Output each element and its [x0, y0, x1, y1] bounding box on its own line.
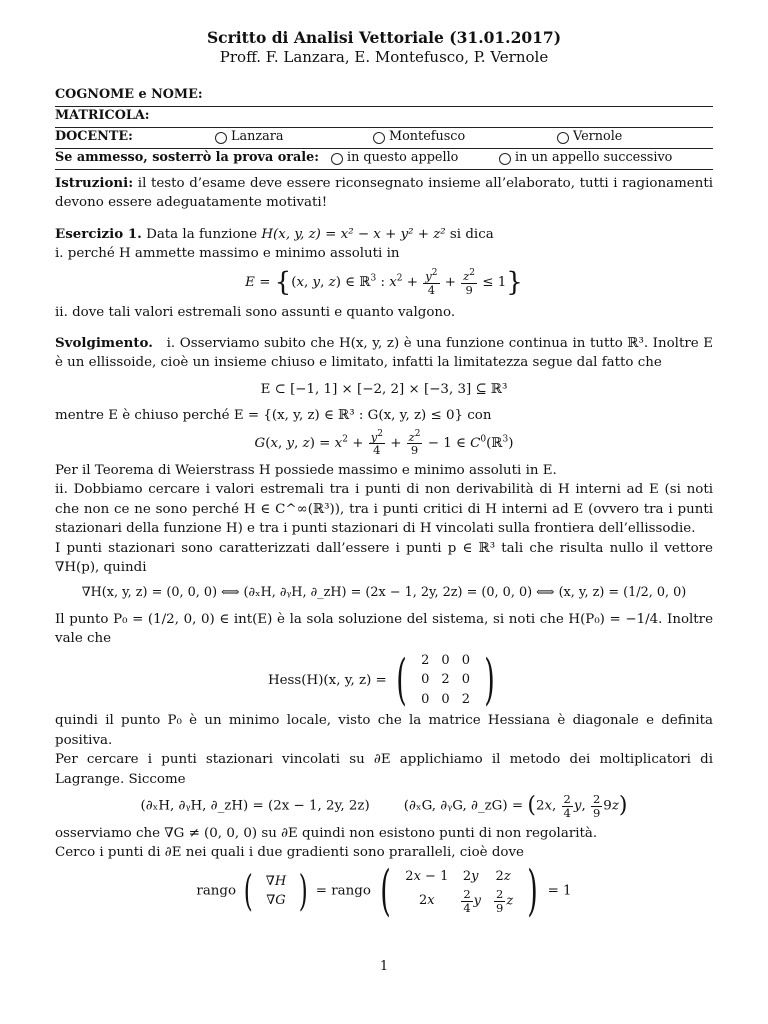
svolg-p6: Il punto P₀ = (1/2, 0, 0) ∈ int(E) è la sola soluzione del sistema, si noti che H(P₀) = −1/4. Inoltre vale che — [55, 611, 713, 647]
cognome-label: COGNOME e NOME: — [55, 87, 203, 103]
docente-option-montefusco[interactable]: Montefusco — [373, 128, 465, 147]
page-subtitle: Proff. F. Lanzara, E. Montefusco, P. Vernole — [219, 48, 549, 67]
radio-circle-icon[interactable] — [331, 153, 343, 165]
orale-label: Se ammesso, sosterrò la prova orale: — [55, 150, 319, 166]
matricola-label: MATRICOLA: — [55, 108, 150, 124]
radio-circle-icon[interactable] — [499, 153, 511, 165]
point-ii: ii. dove tali valori estremali sono assunti e quanto valgono. — [55, 304, 456, 320]
equation-gradient: ∇H(x, y, z) = (0, 0, 0) ⟺ (∂ₓH, ∂ᵧH, ∂_zH) = (2x − 1, 2y, 2z) = (0, 0, 0) ⟺ (x, y, z) = (1/2, 0, 0) — [81, 585, 687, 601]
docente-row — [55, 128, 713, 149]
radio-circle-icon[interactable] — [557, 132, 569, 144]
equation-partials: (∂ₓH, ∂ᵧH, ∂_zH) = (2x − 1, 2y, 2z) (∂ₓG, ∂ᵧG, ∂_zG) = (2x, $\frac{2}{4}$ y, $\frac{2}{9}$ 9z) — [140, 792, 628, 820]
svolg-p7: quindi il punto P₀ è un minimo locale, visto che la matrice Hessiana è diagonale e definita positiva. — [55, 713, 713, 748]
esercizio-heading: Esercizio 1. Data la funzione H(x, y, z) = x² − x + y² + z² si dica — [55, 225, 494, 242]
equation-rango: rango ( ∇H ∇G ) = rango ( 2x − 1 2y 2z 2x $\frac{2}{4}$ y $\frac{2}{9}$ z ) = 1 — [196, 859, 572, 923]
docente-option-lanzara[interactable]: Lanzara — [215, 128, 284, 147]
cognome-row — [55, 86, 713, 107]
exam-page — [55, 28, 713, 923]
equation-E: E = {(x, y, z) ∈ ℝ$^3$ : $x^2$ + $\frac{y^2}{4}$ + $\frac{z^2}{9}$ ≤ 1} — [245, 267, 523, 298]
svolg-p4: ii. Dobbiamo cercare i valori estremali tra i punti di non derivabilità di H interni ad E (si noti che non ce ne sono perché H ∈ C^∞(ℝ³)), tra i punti critici di H interni ad E (ovvero tra i punti stazionari della funzione H) e tra i punti stazionari di H vincolati sulla frontiera dell’ellissodie. — [55, 482, 713, 537]
radio-circle-icon[interactable] — [373, 132, 385, 144]
svolg-p9: osserviamo che ∇G ≠ (0, 0, 0) su ∂E quindi non esistono punti di non regolarità. — [55, 825, 598, 841]
svolg-p3: Per il Teorema di Weierstrass H possiede massimo e minimo assoluti in E. — [55, 462, 557, 478]
equation-hessian: Hess(H)(x, y, z) = ( 2 0 0 0 2 0 0 0 2 ) — [55, 651, 713, 710]
rango-components-matrix: ( 2x − 1 2y 2z 2x $\frac{2}{4}$ y $\frac{2}{9}$ z ) — [380, 859, 539, 923]
svolgimento-paragraph: Svolgimento. i. Osserviamo subito che H(x, y, z) è una funzione continua in tutto ℝ³. Inoltre E è un ellissoide, cioè un insieme chiuso e limitato, infatti la limitatezza segue dal fatto che — [55, 334, 713, 371]
hessian-matrix: ( 2 0 0 0 2 0 0 0 2 ) — [396, 648, 495, 712]
radio-circle-icon[interactable] — [215, 132, 227, 144]
docente-option-vernole[interactable]: Vernole — [557, 128, 622, 147]
rango-gradients-matrix: ( ∇H ∇G ) — [244, 866, 308, 916]
equation-inclusion: E ⊂ [−1, 1] × [−2, 2] × [−3, 3] ⊆ ℝ³ — [260, 381, 508, 397]
page-number: 1 — [379, 959, 389, 974]
istruzioni-paragraph: Istruzioni: il testo d’esame deve essere riconsegnato insieme all’elaborato, tutti i ragionamenti devono essere adeguatamente motivati! — [55, 174, 713, 211]
orale-option-questo[interactable]: in questo appello — [331, 149, 458, 168]
svolg-p2: mentre E è chiuso perché E = {(x, y, z) ∈ ℝ³ : G(x, y, z) ≤ 0} con — [55, 408, 492, 424]
orale-row — [55, 149, 713, 170]
svolg-p5: I punti stazionari sono caratterizzati dall’essere i punti p ∈ ℝ³ tali che risulta nullo il vettore ∇H(p), quindi — [55, 540, 713, 575]
page-title: Scritto di Analisi Vettoriale (31.01.2017) — [206, 28, 562, 47]
matricola-row — [55, 107, 713, 128]
orale-option-successivo[interactable]: in un appello successivo — [499, 149, 672, 168]
svolg-p8: Per cercare i punti stazionari vincolati su ∂E applichiamo il metodo dei moltiplicatori di Lagrange. Siccome — [55, 752, 713, 787]
point-i: i. perché H ammette massimo e minimo assoluti in — [55, 245, 400, 261]
svolg-p10: Cerco i punti di ∂E nei quali i due gradienti sono praralleli, cioè dove — [55, 844, 524, 860]
equation-G: G(x, y, $z) = x^2$ + $\frac{y^2}{4}$ + $\frac{z^2}{9}$ − 1 ∈ $C^0(ℝ^3)$ — [254, 428, 514, 458]
docente-label: DOCENTE: — [55, 129, 133, 145]
